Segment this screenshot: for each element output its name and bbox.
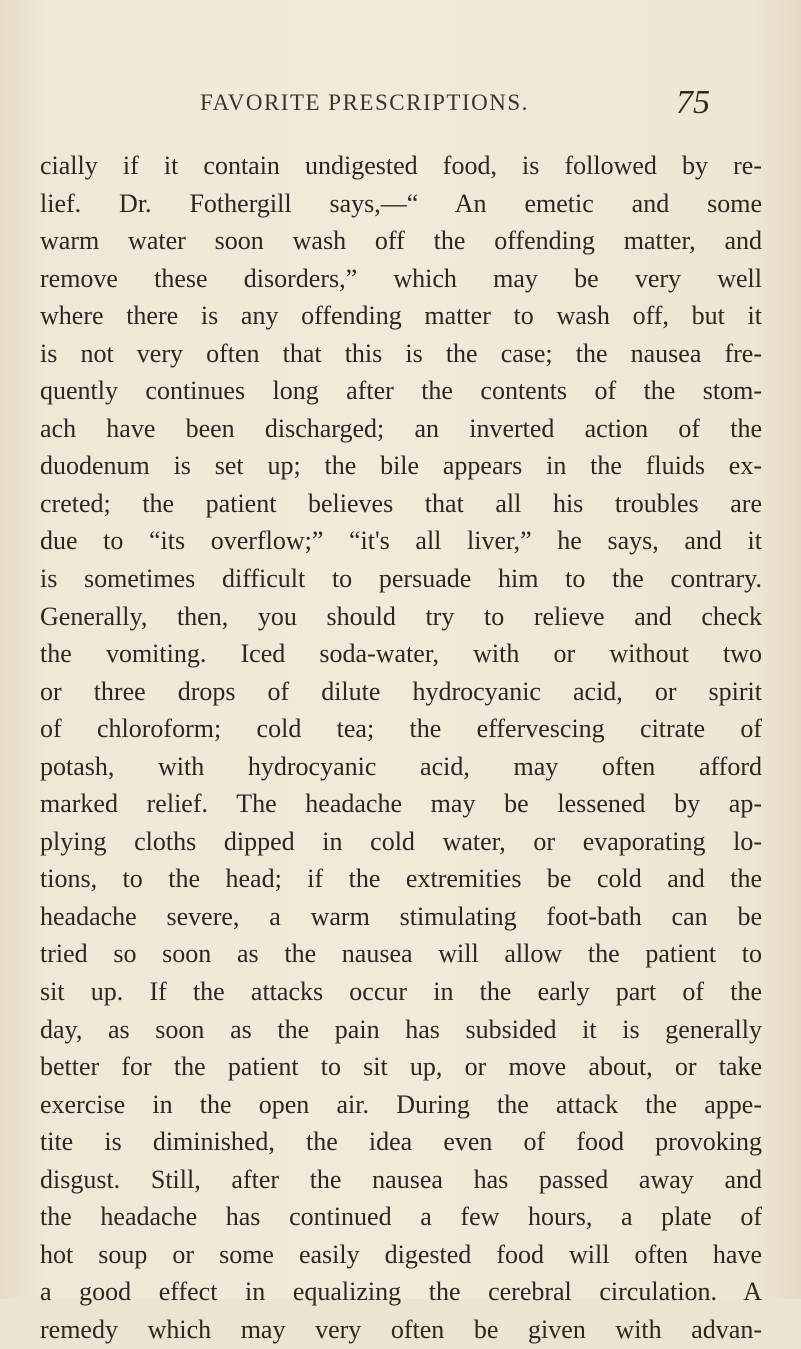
text-line: where there is any offending matter to wash off, but it [40,301,762,331]
text-line: warm water soon wash off the offending matter, and [40,226,762,256]
text-line: remedy which may very often be given with advan- [40,1314,762,1344]
text-line: cially if it contain undigested food, is followed by re- [40,151,762,180]
text-line: marked relief. The headache may be lessened by ap- [40,789,762,819]
text-line: a good effect in equalizing the cerebral circulation. A [40,1277,762,1307]
text-line: lief. Dr. Fothergill says,—“ An emetic and some [40,188,762,218]
text-line: tried so soon as the nausea will allow the patient to [40,939,762,969]
text-line: day, as soon as the pain has subsided it is generally [40,1014,762,1044]
text-line: plying cloths dipped in cold water, or evaporating lo- [40,826,762,856]
running-head [0,84,801,124]
running-title: FAVORITE PRESCRIPTIONS. [200,90,529,115]
text-line: disgust. Still, after the nausea has passed away and [40,1164,762,1194]
text-line: is sometimes difficult to persuade him to the contrary. [40,564,762,594]
text-line: remove these disorders,” which may be very well [40,263,762,293]
text-line: better for the patient to sit up, or move about, or take [40,1052,762,1082]
text-line: quently continues long after the contents of the stom- [40,376,762,406]
text-line: creted; the patient believes that all his troubles are [40,488,762,518]
text-line: headache severe, a warm stimulating foot-bath can be [40,901,762,931]
text-line: is not very often that this is the case; the nausea fre- [40,338,762,368]
text-line: Generally, then, you should try to relieve and check [40,601,762,631]
text-line: duodenum is set up; the bile appears in the fluids ex- [40,451,762,481]
text-line: the vomiting. Iced soda-water, with or without two [40,639,762,669]
text-line: potash, with hydrocyanic acid, may often afford [40,751,762,781]
text-line: hot soup or some easily digested food will often have [40,1239,762,1269]
text-line: sit up. If the attacks occur in the early part of the [40,977,762,1007]
text-line: tite is diminished, the idea even of food provoking [40,1127,762,1157]
page-number: 75 [676,84,710,121]
text-line: the headache has continued a few hours, a plate of [40,1202,762,1232]
text-line: ach have been discharged; an inverted action of the [40,413,762,443]
text-line: of chloroform; cold tea; the effervescing citrate of [40,714,762,744]
text-line: or three drops of dilute hydrocyanic acid, or spirit [40,676,762,706]
text-line: due to “its overflow;” “it's all liver,” he says, and it [40,526,762,556]
text-line: tions, to the head; if the extremities be cold and the [40,864,762,894]
text-line: exercise in the open air. During the attack the appe- [40,1089,762,1119]
body-text [40,147,762,1349]
